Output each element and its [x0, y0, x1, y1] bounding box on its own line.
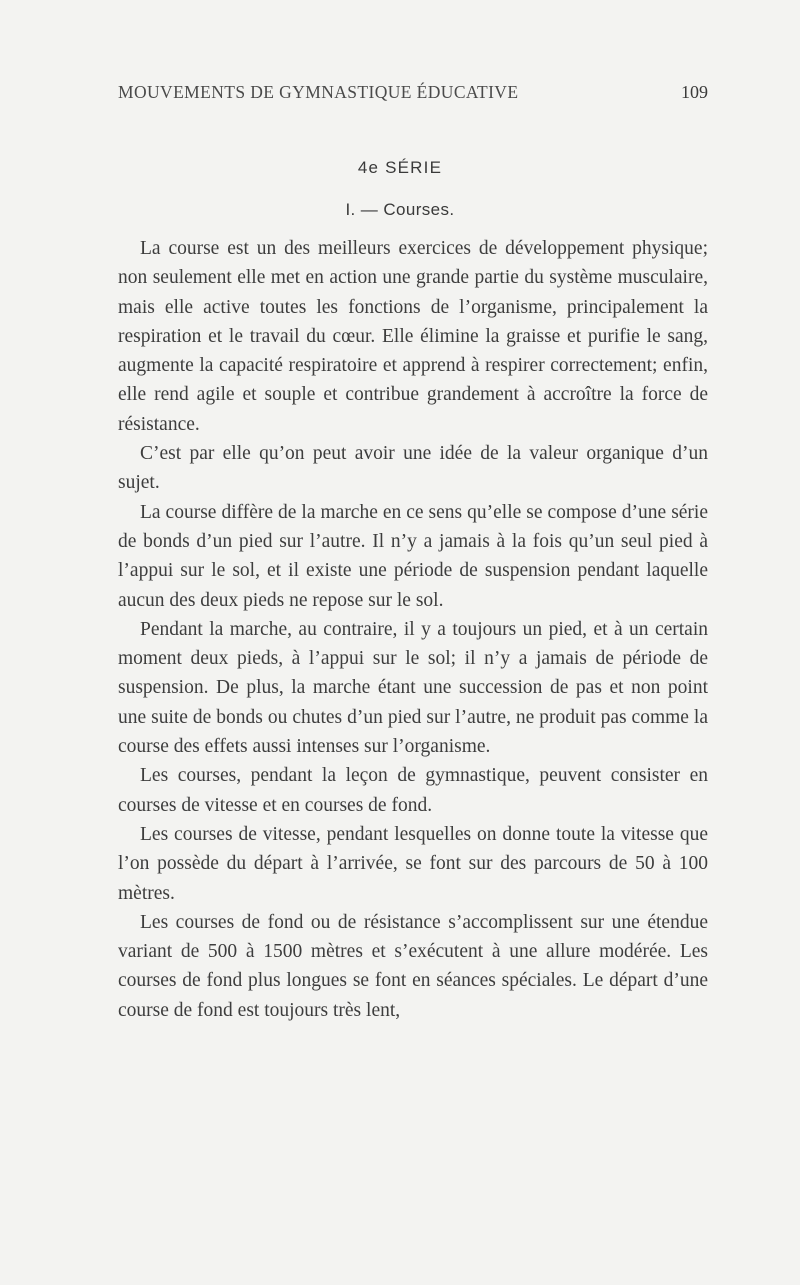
- paragraph: Les courses de vitesse, pendant lesquelles on donne toute la vitesse que l’on possède du départ à l’arrivée, se font sur des parcours de 50 à 100 mètres.: [118, 823, 708, 904]
- paragraph: Les courses de fond ou de résistance s’accomplissent sur une étendue variant de 500 à 1500 mètres et s’exécutent à une allure modérée. Les courses de fond plus longues se font en séances spéciales. Le départ d’une course de fond est toujours très lent,: [118, 911, 708, 1021]
- paragraph: La course diffère de la marche en ce sens qu’elle se compose d’une série de bonds d’un pied sur l’autre. Il n’y a jamais à la fois qu’un seul pied à l’appui sur le sol, et il existe une période de suspension pendant laquelle aucun des deux pieds ne repose sur le sol.: [118, 501, 708, 611]
- body-text: [118, 234, 708, 1025]
- series-title: 4e SÉRIE: [357, 158, 443, 177]
- page-number: 109: [681, 82, 708, 102]
- paragraph: C’est par elle qu’on peut avoir une idée de la valeur organique d’un sujet.: [118, 443, 708, 494]
- section-title: I. — Courses.: [345, 200, 455, 219]
- paragraph: Pendant la marche, au contraire, il y a toujours un pied, et à un certain moment deux pieds, à l’appui sur le sol; il n’y a jamais de période de suspension. De plus, la marche étant une succession de pas et non point une suite de bonds ou chutes d’un pied sur l’autre, ne produit pas comme la course des effets aussi intenses sur l’organisme.: [118, 618, 708, 758]
- paragraph: La course est un des meilleurs exercices de développement physique; non seulement elle met en action une grande partie du système musculaire, mais elle active toutes les fonctions de l’organisme, principalement la respiration et le travail du cœur. Elle élimine la graisse et purifie le sang, augmente la capacité respiratoire et apprend à respirer correctement; enfin, elle rend agile et souple et contribue grandement à accroître la force de résistance.: [118, 238, 708, 435]
- running-head: MOUVEMENTS DE GYMNASTIQUE ÉDUCATIVE: [118, 82, 519, 102]
- page-header: [118, 82, 708, 106]
- paragraph: Les courses, pendant la leçon de gymnastique, peuvent consister en courses de vitesse et en courses de fond.: [118, 765, 708, 816]
